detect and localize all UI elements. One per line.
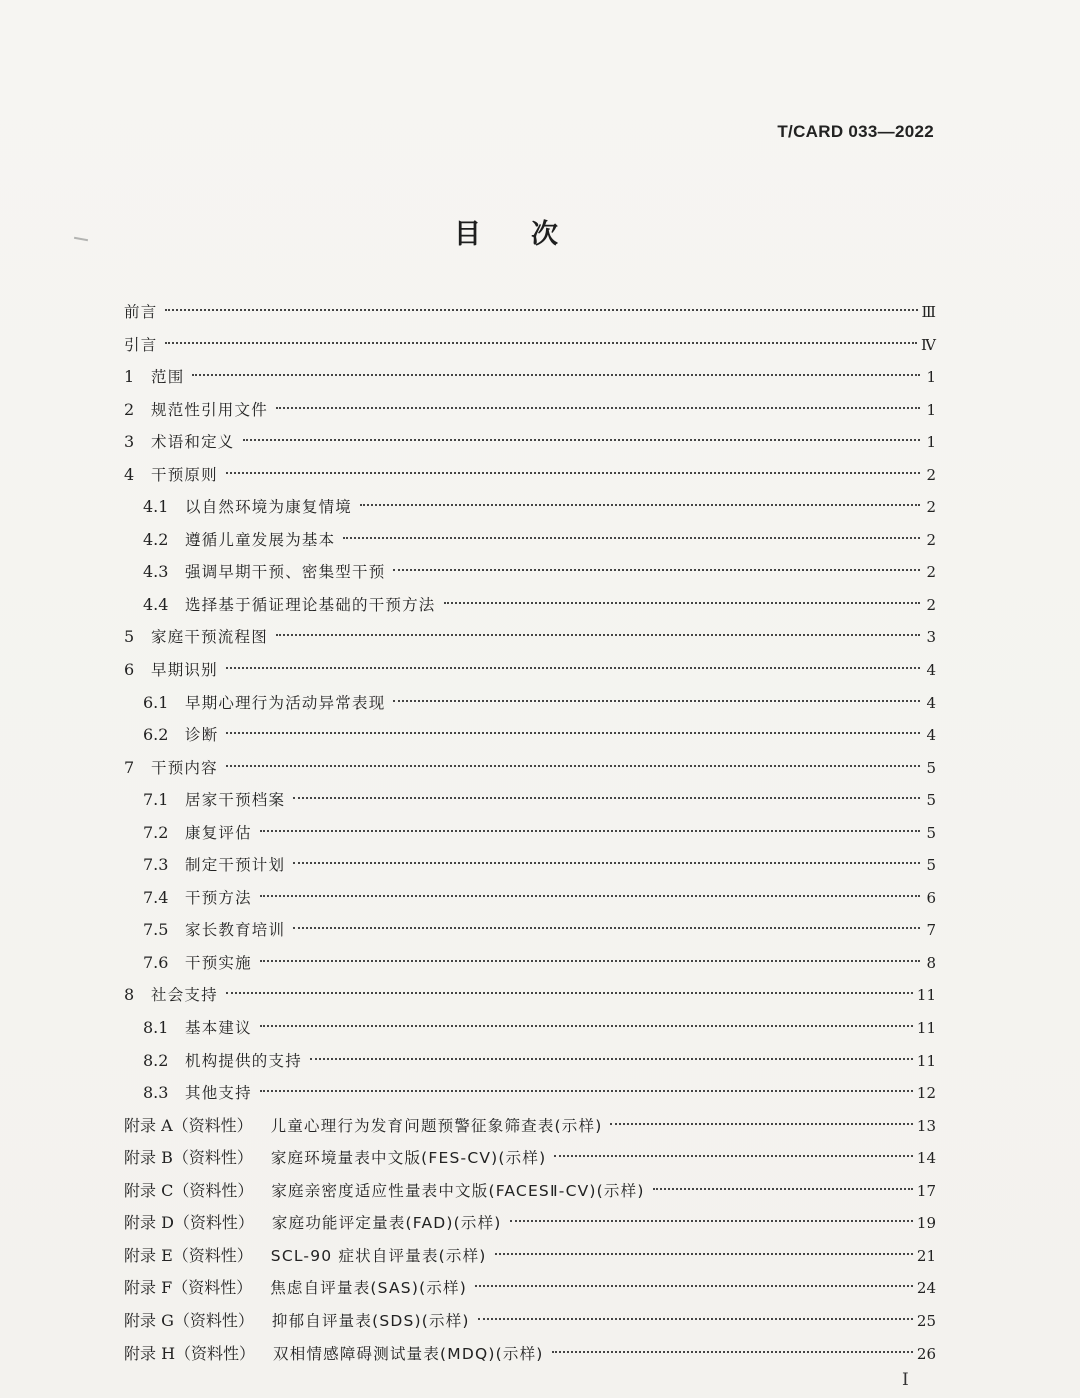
toc-entry-label: 家庭干预流程图 xyxy=(151,628,268,647)
dot-leader xyxy=(393,569,920,571)
toc-entry-page: 14 xyxy=(916,1149,936,1168)
toc-entry-page: 2 xyxy=(926,465,936,484)
dot-leader xyxy=(495,1253,913,1255)
toc-entry[interactable] xyxy=(124,556,936,589)
toc-entry-page: 1 xyxy=(926,368,936,387)
toc-entry-label: 基本建议 xyxy=(185,1019,252,1038)
dot-leader xyxy=(653,1188,913,1190)
toc-entry-page: 1 xyxy=(926,400,936,419)
dot-leader xyxy=(260,895,920,897)
toc-entry[interactable] xyxy=(124,914,936,947)
toc-entry-number: 4.3 xyxy=(143,562,169,582)
toc-entry-label: 家庭亲密度适应性量表中文版(FACESⅡ-CV)(示样) xyxy=(271,1181,645,1200)
toc-entry-number: 7.6 xyxy=(143,952,169,972)
toc-entry[interactable] xyxy=(124,524,936,557)
toc-entry-label: 以自然环境为康复情境 xyxy=(185,498,353,517)
toc-entry-page: 26 xyxy=(916,1344,936,1363)
toc-entry-number: 附录 H（资料性） xyxy=(124,1343,256,1363)
toc-entry-label: 焦虑自评量表(SAS)(示样) xyxy=(270,1279,467,1298)
toc-entry-page: 4 xyxy=(926,661,936,680)
dot-leader xyxy=(293,927,920,929)
toc-entry-number: 6.2 xyxy=(143,725,169,745)
toc-entry[interactable] xyxy=(124,621,936,654)
toc-entry-label: 干预实施 xyxy=(185,953,252,972)
toc-entry[interactable] xyxy=(124,329,936,362)
toc-entry-label: 干预方法 xyxy=(185,888,252,907)
toc-entry-label: 康复评估 xyxy=(185,823,252,842)
toc-entry-number: 4.1 xyxy=(143,497,169,517)
toc-entry-label: 社会支持 xyxy=(151,986,218,1005)
toc-entry[interactable] xyxy=(124,459,936,492)
dot-leader xyxy=(343,537,920,539)
toc-entry-page: 24 xyxy=(916,1279,936,1298)
dot-leader xyxy=(192,374,920,376)
toc-entry-page: Ⅲ xyxy=(921,303,936,321)
standard-code: T/CARD 033—2022 xyxy=(777,122,934,141)
toc-entry-number: 1 xyxy=(124,367,135,387)
toc-entry-page: 4 xyxy=(926,693,936,712)
toc-entry-number: 附录 G（资料性） xyxy=(124,1310,254,1330)
dot-leader xyxy=(393,700,920,702)
dot-leader xyxy=(243,439,920,441)
toc-entry-page: 2 xyxy=(926,498,936,517)
dot-leader xyxy=(260,830,920,832)
toc-entry-label: SCL-90 症状自评量表(示样) xyxy=(270,1246,487,1265)
toc-entry-label: 术语和定义 xyxy=(151,433,235,452)
toc-entry[interactable] xyxy=(124,1045,936,1078)
toc-entry-page: 1 xyxy=(926,433,936,452)
toc-entry-page: 7 xyxy=(926,921,936,940)
toc-entry-page: 4 xyxy=(926,726,936,745)
dot-leader xyxy=(276,634,920,636)
toc-entry[interactable] xyxy=(124,752,936,785)
toc-entry[interactable] xyxy=(124,1077,936,1110)
toc-entry-number: 7 xyxy=(124,757,135,777)
toc-entry-number: 7.5 xyxy=(143,920,169,940)
toc-entry[interactable] xyxy=(124,1012,936,1045)
dot-leader xyxy=(226,732,920,734)
toc-entry[interactable] xyxy=(124,979,936,1012)
toc-entry[interactable] xyxy=(124,947,936,980)
toc-entry-page: Ⅳ xyxy=(921,335,936,354)
toc-entry-number: 4.2 xyxy=(143,529,169,549)
toc-entry-page: 12 xyxy=(916,1084,936,1103)
toc-entry-label: 家庭环境量表中文版(FES-CV)(示样) xyxy=(270,1149,547,1168)
toc-entry-page: 17 xyxy=(916,1181,936,1200)
toc-entry[interactable] xyxy=(124,361,936,394)
toc-entry-label: 早期心理行为活动异常表现 xyxy=(185,693,386,712)
toc-entry-number: 5 xyxy=(124,627,135,647)
toc-entry-label: 制定干预计划 xyxy=(185,856,286,875)
toc-entry-label: 居家干预档案 xyxy=(185,791,286,810)
toc-entry[interactable] xyxy=(124,1272,936,1305)
toc-entry-number: 7.2 xyxy=(143,822,169,842)
dot-leader xyxy=(610,1123,912,1125)
toc-entry-page: 5 xyxy=(926,758,936,777)
toc-entry[interactable] xyxy=(124,394,936,427)
page-number: Ⅰ xyxy=(902,1370,909,1390)
toc-entry-number: 附录 A（资料性） xyxy=(124,1115,253,1135)
toc-entry-page: 2 xyxy=(926,530,936,549)
toc-entry-number: 6 xyxy=(124,660,135,680)
dot-leader xyxy=(260,1025,913,1027)
toc-entry-page: 13 xyxy=(916,1116,936,1135)
toc-entry-number: 8.2 xyxy=(143,1050,169,1070)
toc-entry-number: 3 xyxy=(124,432,135,452)
toc-entry-page: 6 xyxy=(926,888,936,907)
toc-entry-number: 4.4 xyxy=(143,594,169,614)
toc-entry-number: 附录 F（资料性） xyxy=(124,1278,253,1298)
page-title: 目次 xyxy=(454,219,608,250)
toc-entry-number: 7.1 xyxy=(143,790,169,810)
toc-entry-number: 附录 C（资料性） xyxy=(124,1180,254,1200)
toc-entry[interactable] xyxy=(124,296,936,329)
toc-entry[interactable] xyxy=(124,849,936,882)
dot-leader xyxy=(226,472,920,474)
dot-leader xyxy=(276,407,920,409)
dot-leader xyxy=(444,602,920,604)
dot-leader xyxy=(360,504,920,506)
dot-leader xyxy=(554,1155,913,1157)
dot-leader xyxy=(293,862,920,864)
toc-entry-label: 遵循儿童发展为基本 xyxy=(185,530,336,549)
toc-entry-label: 干预原则 xyxy=(151,465,218,484)
dot-leader xyxy=(260,960,920,962)
dot-leader xyxy=(293,797,920,799)
toc-entry[interactable] xyxy=(124,1175,936,1208)
toc-entry-label: 儿童心理行为发育问题预警征象筛查表(示样) xyxy=(270,1116,603,1135)
dot-leader xyxy=(260,1090,913,1092)
dot-leader xyxy=(478,1318,913,1320)
toc-entry-label: 家庭功能评定量表(FAD)(示样) xyxy=(271,1214,502,1233)
toc-entry[interactable] xyxy=(124,817,936,850)
toc-entry-label: 强调早期干预、密集型干预 xyxy=(185,563,386,582)
toc-entry-label: 双相情感障碍测试量表(MDQ)(示样) xyxy=(273,1344,544,1363)
toc-entry[interactable] xyxy=(124,882,936,915)
toc-entry[interactable] xyxy=(124,784,936,817)
toc-entry[interactable] xyxy=(124,687,936,720)
dot-leader xyxy=(510,1220,913,1222)
dot-leader xyxy=(165,309,917,311)
toc-entry-page: 11 xyxy=(916,986,936,1005)
toc-entry-label: 家长教育培训 xyxy=(185,921,286,940)
toc-entry-number: 附录 D（资料性） xyxy=(124,1213,254,1233)
toc-entry[interactable] xyxy=(124,589,936,622)
toc-entry-label: 规范性引用文件 xyxy=(151,400,268,419)
toc-entry-number: 附录 E（资料性） xyxy=(124,1245,253,1265)
toc-entry-page: 5 xyxy=(926,856,936,875)
dot-leader xyxy=(552,1351,913,1353)
toc-entry-number: 附录 B（资料性） xyxy=(124,1148,253,1168)
toc-entry-label: 早期识别 xyxy=(151,661,218,680)
toc-entry-page: 2 xyxy=(926,595,936,614)
toc-entry-page: 5 xyxy=(926,823,936,842)
toc-entry[interactable] xyxy=(124,1207,936,1240)
toc-entry-page: 11 xyxy=(916,1019,936,1038)
toc-entry-label: 抑郁自评量表(SDS)(示样) xyxy=(271,1311,470,1330)
toc-entry-number: 7.4 xyxy=(143,887,169,907)
toc-entry-page: 5 xyxy=(926,791,936,810)
dot-leader xyxy=(165,342,917,344)
toc-entry-number: 2 xyxy=(124,399,135,419)
toc-entry[interactable] xyxy=(124,426,936,459)
toc-entry[interactable] xyxy=(124,1110,936,1143)
table-of-contents xyxy=(124,296,936,1370)
toc-entry-page: 21 xyxy=(916,1246,936,1265)
toc-entry-number: 6.1 xyxy=(143,692,169,712)
dot-leader xyxy=(475,1285,913,1287)
toc-entry-page: 25 xyxy=(916,1311,936,1330)
dot-leader xyxy=(310,1058,913,1060)
toc-entry[interactable] xyxy=(124,654,936,687)
toc-entry-label: 机构提供的支持 xyxy=(185,1051,302,1070)
toc-entry[interactable] xyxy=(124,1338,936,1371)
toc-entry-page: 8 xyxy=(926,953,936,972)
toc-entry-label: 其他支持 xyxy=(185,1084,252,1103)
dot-leader xyxy=(226,667,920,669)
dot-leader xyxy=(226,992,913,994)
toc-entry[interactable] xyxy=(124,1305,936,1338)
toc-entry-label: 前言 xyxy=(124,303,158,321)
toc-entry[interactable] xyxy=(124,1240,936,1273)
toc-entry-label: 诊断 xyxy=(185,726,219,745)
toc-entry[interactable] xyxy=(124,1142,936,1175)
toc-entry-label: 选择基于循证理论基础的干预方法 xyxy=(185,595,436,614)
toc-entry[interactable] xyxy=(124,491,936,524)
dot-leader xyxy=(226,765,920,767)
toc-entry-page: 11 xyxy=(916,1051,936,1070)
toc-entry-number: 8.1 xyxy=(143,1018,169,1038)
toc-entry-label: 引言 xyxy=(124,335,158,354)
toc-entry[interactable] xyxy=(124,719,936,752)
toc-entry-label: 干预内容 xyxy=(151,758,218,777)
toc-entry-label: 范围 xyxy=(151,368,185,387)
toc-entry-page: 2 xyxy=(926,563,936,582)
toc-entry-number: 8 xyxy=(124,985,135,1005)
toc-entry-number: 4 xyxy=(124,464,135,484)
toc-entry-page: 19 xyxy=(916,1214,936,1233)
toc-entry-page: 3 xyxy=(926,628,936,647)
toc-entry-number: 8.3 xyxy=(143,1083,169,1103)
toc-entry-number: 7.3 xyxy=(143,855,169,875)
